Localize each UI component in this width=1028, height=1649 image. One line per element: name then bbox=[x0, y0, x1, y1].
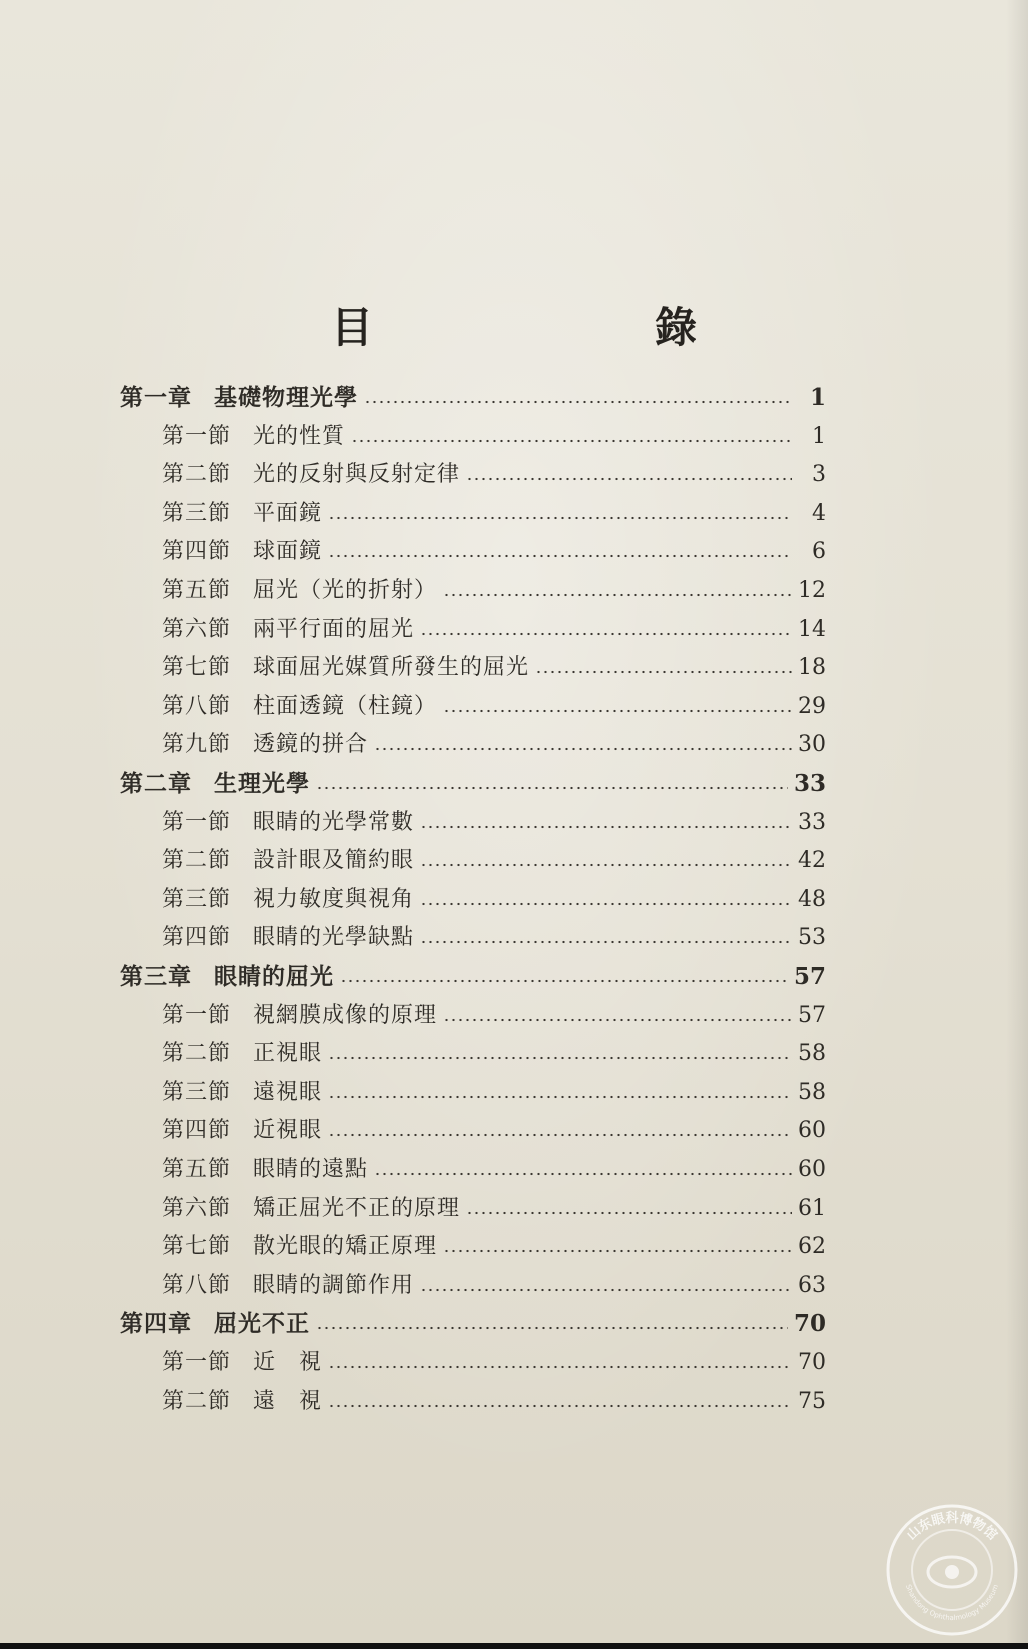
toc-section-row bbox=[162, 846, 826, 876]
page-number: 58 bbox=[798, 1041, 826, 1067]
toc-section-row bbox=[162, 460, 826, 490]
section-number: 第二節 bbox=[162, 1041, 232, 1067]
dot-leader bbox=[340, 979, 788, 983]
section-number: 第三節 bbox=[162, 500, 232, 526]
section-title: 散光眼的矯正原理 bbox=[253, 1234, 438, 1260]
toc-section-row bbox=[162, 499, 826, 529]
toc-section-row bbox=[162, 1387, 826, 1417]
dot-leader bbox=[374, 747, 792, 751]
section-number: 第三節 bbox=[162, 1079, 232, 1105]
toc-section-row bbox=[162, 1078, 826, 1108]
page-number: 3 bbox=[812, 462, 826, 488]
section-title: 屈光（光的折射） bbox=[253, 578, 438, 603]
page-number: 1 bbox=[809, 384, 826, 411]
toc-section-row bbox=[162, 1039, 826, 1069]
section-title: 設計眼及簡約眼 bbox=[253, 848, 415, 874]
page-number: 12 bbox=[798, 578, 826, 603]
page-number: 18 bbox=[798, 655, 826, 681]
chapter-number: 第一章 bbox=[120, 384, 192, 411]
dot-leader bbox=[420, 940, 792, 944]
section-number: 第七節 bbox=[162, 655, 232, 681]
dot-leader bbox=[420, 863, 792, 867]
toc-chapter-row bbox=[120, 383, 826, 413]
watermark-text: 山东眼科博物馆 bbox=[904, 1511, 1000, 1544]
section-title: 球面鏡 bbox=[253, 539, 323, 565]
page-number: 30 bbox=[798, 732, 826, 758]
section-number: 第五節 bbox=[162, 1157, 232, 1182]
section-number: 第二節 bbox=[162, 1388, 232, 1414]
toc-section-row bbox=[162, 1116, 826, 1146]
page-number: 62 bbox=[798, 1234, 826, 1260]
dot-leader bbox=[316, 1326, 788, 1330]
section-title: 遠視眼 bbox=[253, 1079, 323, 1105]
toc-chapter-row bbox=[120, 962, 826, 992]
museum-watermark-seal bbox=[878, 1494, 1026, 1642]
dot-leader bbox=[443, 709, 792, 713]
section-title: 視網膜成像的原理 bbox=[253, 1002, 438, 1028]
page-number: 42 bbox=[798, 848, 826, 874]
section-title: 眼睛的光學缺點 bbox=[253, 925, 415, 951]
page-number: 48 bbox=[798, 886, 826, 912]
section-number: 第一節 bbox=[162, 1002, 232, 1028]
toc-section-row bbox=[162, 537, 826, 567]
page-number: 1 bbox=[812, 423, 826, 449]
section-title: 光的反射與反射定律 bbox=[253, 462, 461, 488]
page-number: 60 bbox=[798, 1157, 826, 1182]
page-number: 63 bbox=[798, 1272, 826, 1298]
toc-section-row bbox=[162, 692, 826, 722]
dot-leader bbox=[328, 1133, 792, 1137]
chapter-title: 生理光學 bbox=[214, 770, 310, 797]
section-title: 柱面透鏡（柱鏡） bbox=[253, 693, 438, 719]
dot-leader bbox=[351, 439, 792, 443]
toc-section-row bbox=[162, 885, 826, 915]
section-number: 第四節 bbox=[162, 1118, 232, 1144]
toc-section-row bbox=[162, 615, 826, 645]
toc-section-row bbox=[162, 730, 826, 760]
svg-text:Shandong Ophthalmology Museum bbox=[904, 1583, 1000, 1622]
toc-section-row bbox=[162, 923, 826, 953]
dot-leader bbox=[443, 593, 792, 597]
page-number: 70 bbox=[793, 1310, 826, 1338]
section-number: 第二節 bbox=[162, 848, 232, 874]
section-title: 球面屈光媒質所發生的屈光 bbox=[253, 655, 530, 681]
section-title: 眼睛的光學常數 bbox=[253, 809, 415, 835]
dot-leader bbox=[443, 1249, 792, 1253]
toc-section-row bbox=[162, 422, 826, 452]
toc-section-row bbox=[162, 1001, 826, 1031]
dot-leader bbox=[328, 554, 792, 558]
section-number: 第一節 bbox=[162, 1350, 232, 1375]
section-title: 平面鏡 bbox=[253, 500, 323, 526]
dot-leader bbox=[420, 825, 792, 829]
section-title: 近視眼 bbox=[253, 1118, 323, 1144]
toc-section-row bbox=[162, 1271, 826, 1301]
dot-leader bbox=[466, 477, 792, 481]
page-number: 53 bbox=[798, 925, 826, 951]
toc-section-row bbox=[162, 808, 826, 838]
chapter-number: 第三章 bbox=[120, 963, 192, 990]
section-title: 視力敏度與視角 bbox=[253, 886, 415, 912]
dot-leader bbox=[364, 400, 792, 404]
section-title: 光的性質 bbox=[253, 423, 346, 449]
chapter-title: 眼睛的屈光 bbox=[214, 963, 334, 990]
page-number: 70 bbox=[798, 1350, 826, 1375]
page-edge-shadow bbox=[1006, 0, 1028, 1649]
dot-leader bbox=[328, 1056, 792, 1060]
page-number: 61 bbox=[798, 1195, 826, 1221]
page-number: 57 bbox=[793, 963, 826, 990]
page-number: 29 bbox=[798, 693, 826, 719]
page-title: 目 錄 bbox=[330, 303, 817, 352]
section-title: 遠 視 bbox=[253, 1388, 323, 1414]
scan-bottom-edge bbox=[0, 1643, 1028, 1649]
section-number: 第五節 bbox=[162, 578, 232, 603]
page-number: 33 bbox=[793, 770, 826, 797]
toc-section-row bbox=[162, 576, 826, 606]
page-number: 14 bbox=[798, 616, 826, 642]
section-number: 第七節 bbox=[162, 1234, 232, 1260]
dot-leader bbox=[328, 1095, 792, 1099]
chapter-title: 屈光不正 bbox=[214, 1310, 310, 1338]
toc-section-row bbox=[162, 653, 826, 683]
section-number: 第九節 bbox=[162, 732, 232, 758]
dot-leader bbox=[420, 1288, 792, 1292]
page-number: 4 bbox=[812, 500, 826, 526]
dot-leader bbox=[420, 902, 792, 906]
section-title: 眼睛的調節作用 bbox=[253, 1272, 415, 1298]
toc-chapter-row bbox=[120, 769, 826, 799]
section-number: 第一節 bbox=[162, 423, 232, 449]
section-number: 第八節 bbox=[162, 1272, 232, 1298]
section-title: 矯正屈光不正的原理 bbox=[253, 1195, 461, 1221]
section-number: 第四節 bbox=[162, 539, 232, 565]
chapter-number: 第二章 bbox=[120, 770, 192, 797]
section-number: 第一節 bbox=[162, 809, 232, 835]
toc-section-row bbox=[162, 1232, 826, 1262]
chapter-title: 基礎物理光學 bbox=[214, 384, 358, 411]
section-title: 透鏡的拼合 bbox=[253, 732, 369, 758]
page-number: 58 bbox=[798, 1079, 826, 1105]
dot-leader bbox=[443, 1018, 792, 1022]
toc-section-row bbox=[162, 1194, 826, 1224]
dot-leader bbox=[420, 632, 792, 636]
section-number: 第三節 bbox=[162, 886, 232, 912]
toc-chapter-row bbox=[120, 1309, 826, 1339]
toc-section-row bbox=[162, 1348, 826, 1378]
page-number: 60 bbox=[798, 1118, 826, 1144]
dot-leader bbox=[328, 1404, 792, 1408]
section-number: 第六節 bbox=[162, 616, 232, 642]
page-number: 75 bbox=[798, 1388, 826, 1414]
section-number: 第四節 bbox=[162, 925, 232, 951]
page-number: 6 bbox=[812, 539, 826, 565]
page-number: 33 bbox=[798, 809, 826, 835]
section-number: 第二節 bbox=[162, 462, 232, 488]
section-title: 兩平行面的屈光 bbox=[253, 616, 415, 642]
watermark-subtext: Shandong Ophthalmology Museum bbox=[903, 1583, 1001, 1623]
section-title: 正視眼 bbox=[253, 1041, 323, 1067]
toc-section-row bbox=[162, 1155, 826, 1185]
dot-leader bbox=[535, 670, 792, 674]
dot-leader bbox=[466, 1211, 792, 1215]
dot-leader bbox=[316, 786, 788, 790]
chapter-number: 第四章 bbox=[120, 1310, 192, 1338]
section-number: 第八節 bbox=[162, 693, 232, 719]
section-number: 第六節 bbox=[162, 1195, 232, 1221]
dot-leader bbox=[328, 516, 792, 520]
page-number: 57 bbox=[798, 1002, 826, 1028]
section-title: 近 視 bbox=[253, 1350, 323, 1375]
section-title: 眼睛的遠點 bbox=[253, 1157, 369, 1182]
dot-leader bbox=[328, 1365, 792, 1369]
dot-leader bbox=[374, 1172, 792, 1176]
